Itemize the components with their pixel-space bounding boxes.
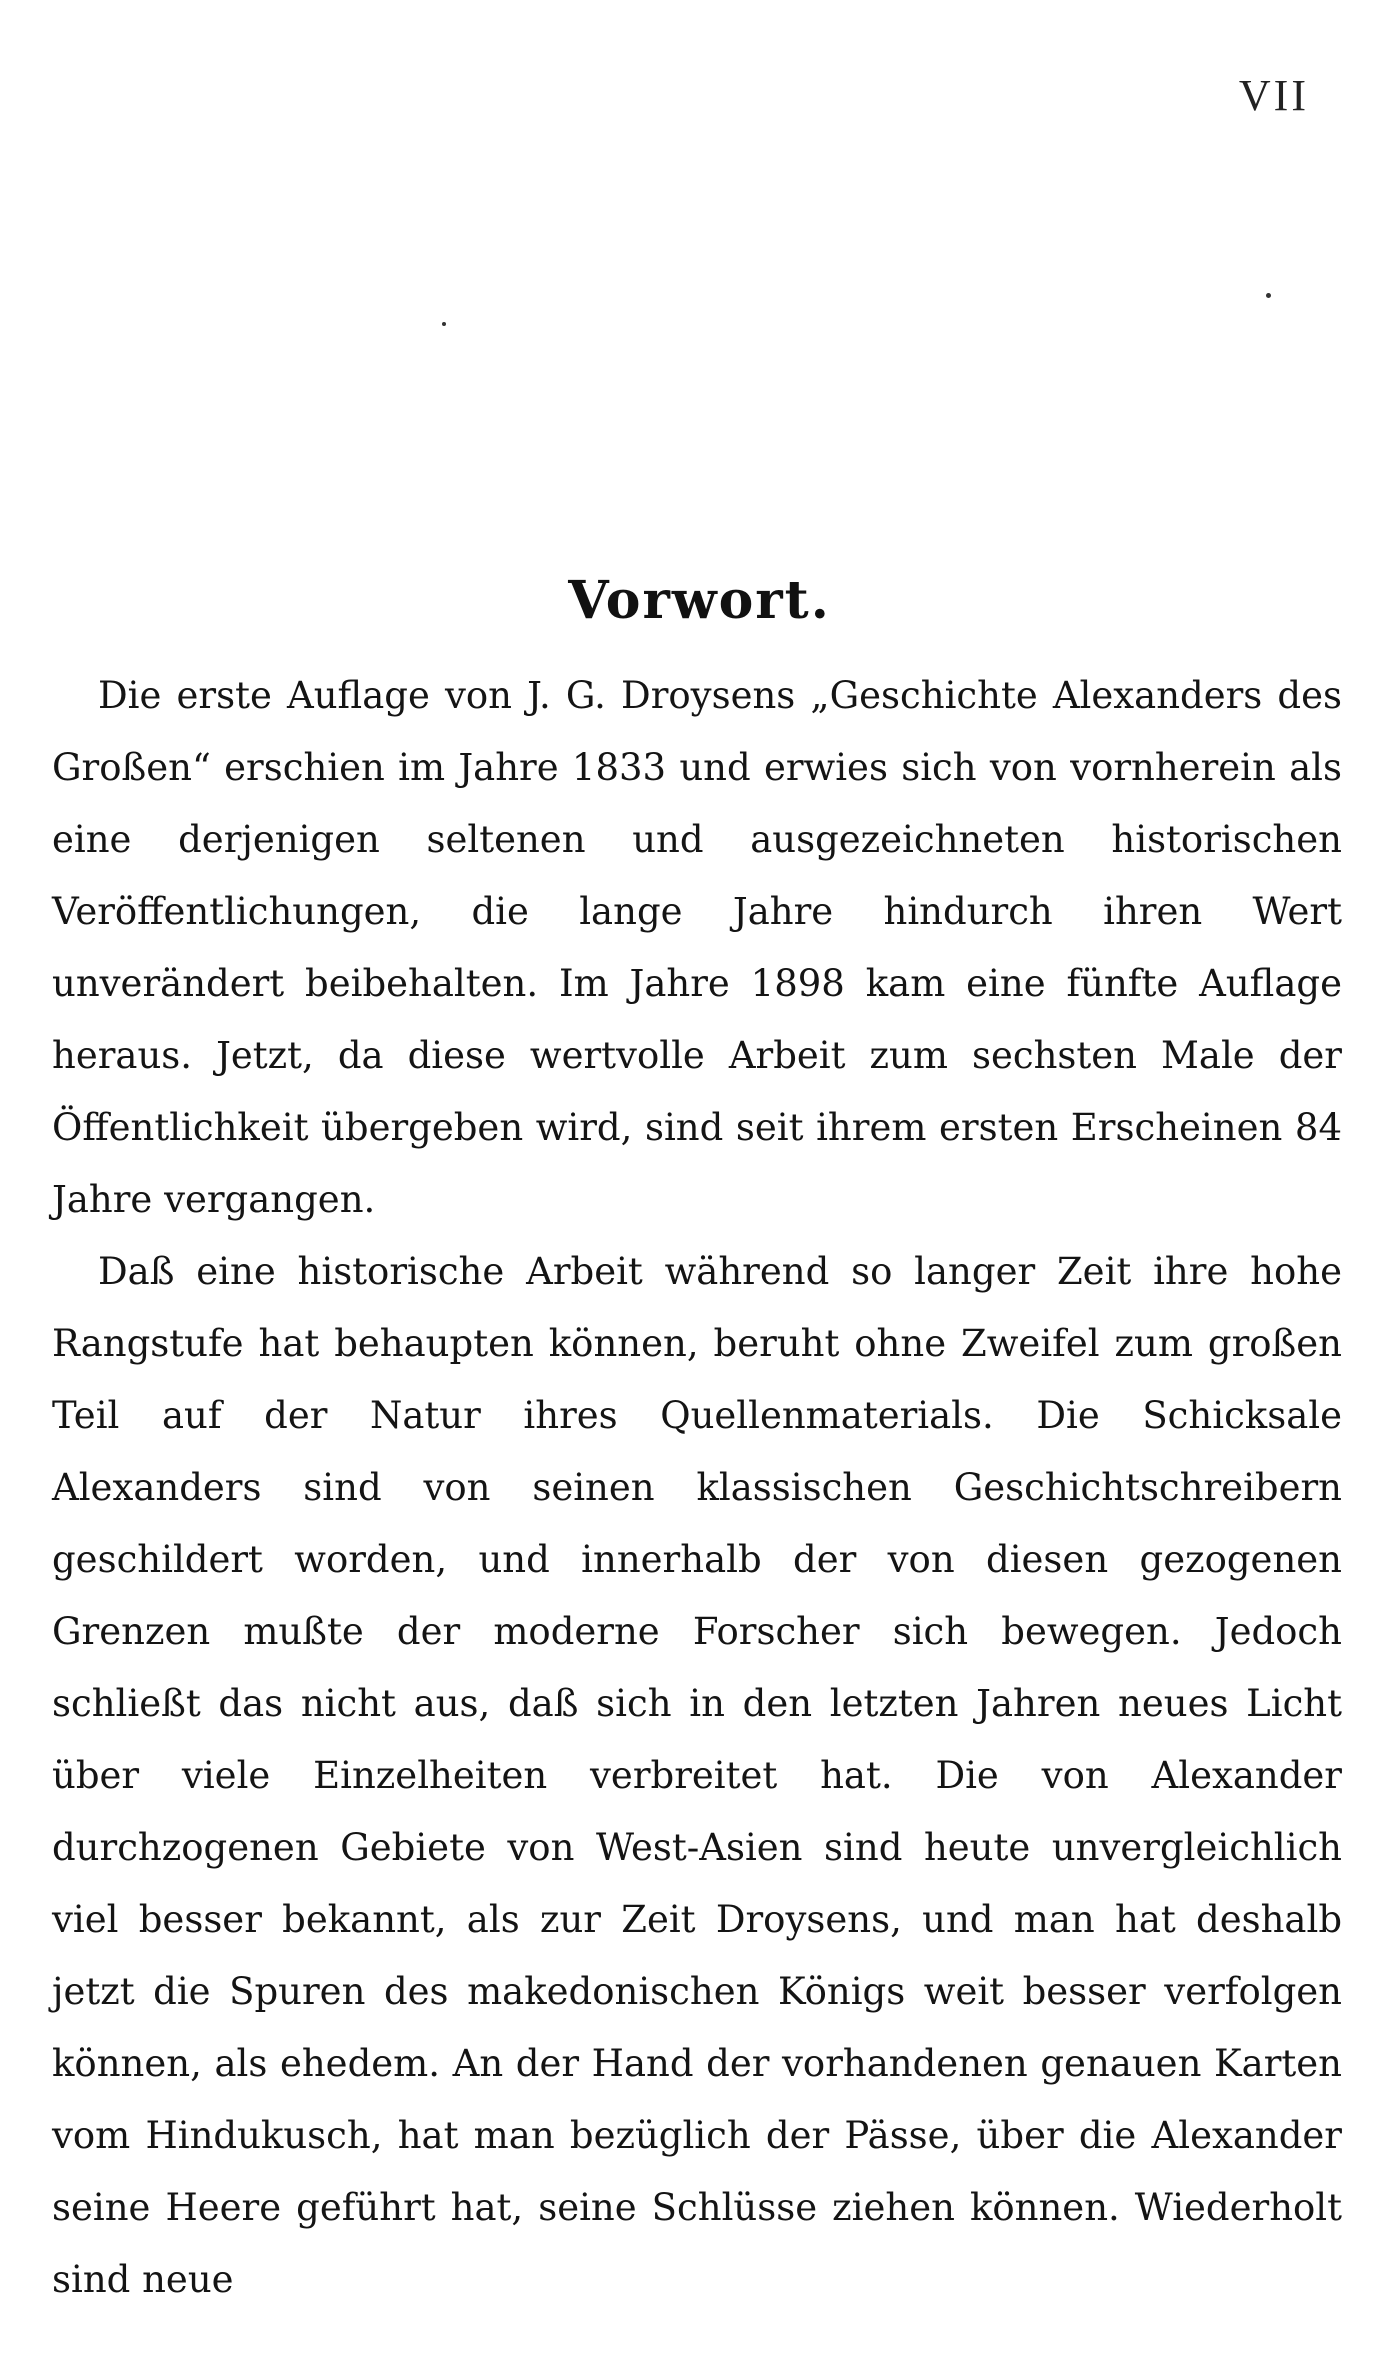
body-text <box>52 660 1342 2316</box>
paragraph: Daß eine historische Arbeit während so langer Zeit ihre hohe Rangstufe hat behaupten können, beruht ohne Zweifel zum großen Teil auf der Natur ihres Quellenmaterials. Die Schicksale Alexanders sind von seinen klassischen Geschichtschreibern geschildert worden, und innerhalb der von diesen gezogenen Grenzen mußte der moderne Forscher sich bewegen. Jedoch schließt das nicht aus, daß sich in den letzten Jahren neues Licht über viele Einzelheiten verbreitet hat. Die von Alexander durchzogenen Gebiete von West-Asien sind heute unvergleichlich viel besser bekannt, als zur Zeit Droysens, und man hat deshalb jetzt die Spuren des makedonischen Königs weit besser verfolgen können, als ehedem. An der Hand der vorhandenen genauen Karten vom Hindukusch, hat man bezüglich der Pässe, über die Alexander seine Heere geführt hat, seine Schlüsse ziehen können. Wiederholt sind neue <box>52 1250 1342 2301</box>
page-title: Vorwort. <box>568 569 831 631</box>
print-speck <box>442 322 446 326</box>
page-number: VII <box>1238 71 1309 120</box>
print-speck <box>1266 293 1271 298</box>
paragraph: Die erste Auflage von J. G. Droysens „Geschichte Alexanders des Großen“ erschien im Jahre 1833 und erwies sich von vornherein als eine derjenigen seltenen und ausgezeichneten historischen Veröffentlichungen, die lange Jahre hindurch ihren Wert unverändert beibehalten. Im Jahre 1898 kam eine fünfte Auflage heraus. Jetzt, da diese wertvolle Arbeit zum sechsten Male der Öffentlichkeit übergeben wird, sind seit ihrem ersten Erscheinen 84 Jahre vergangen. <box>52 674 1342 1221</box>
